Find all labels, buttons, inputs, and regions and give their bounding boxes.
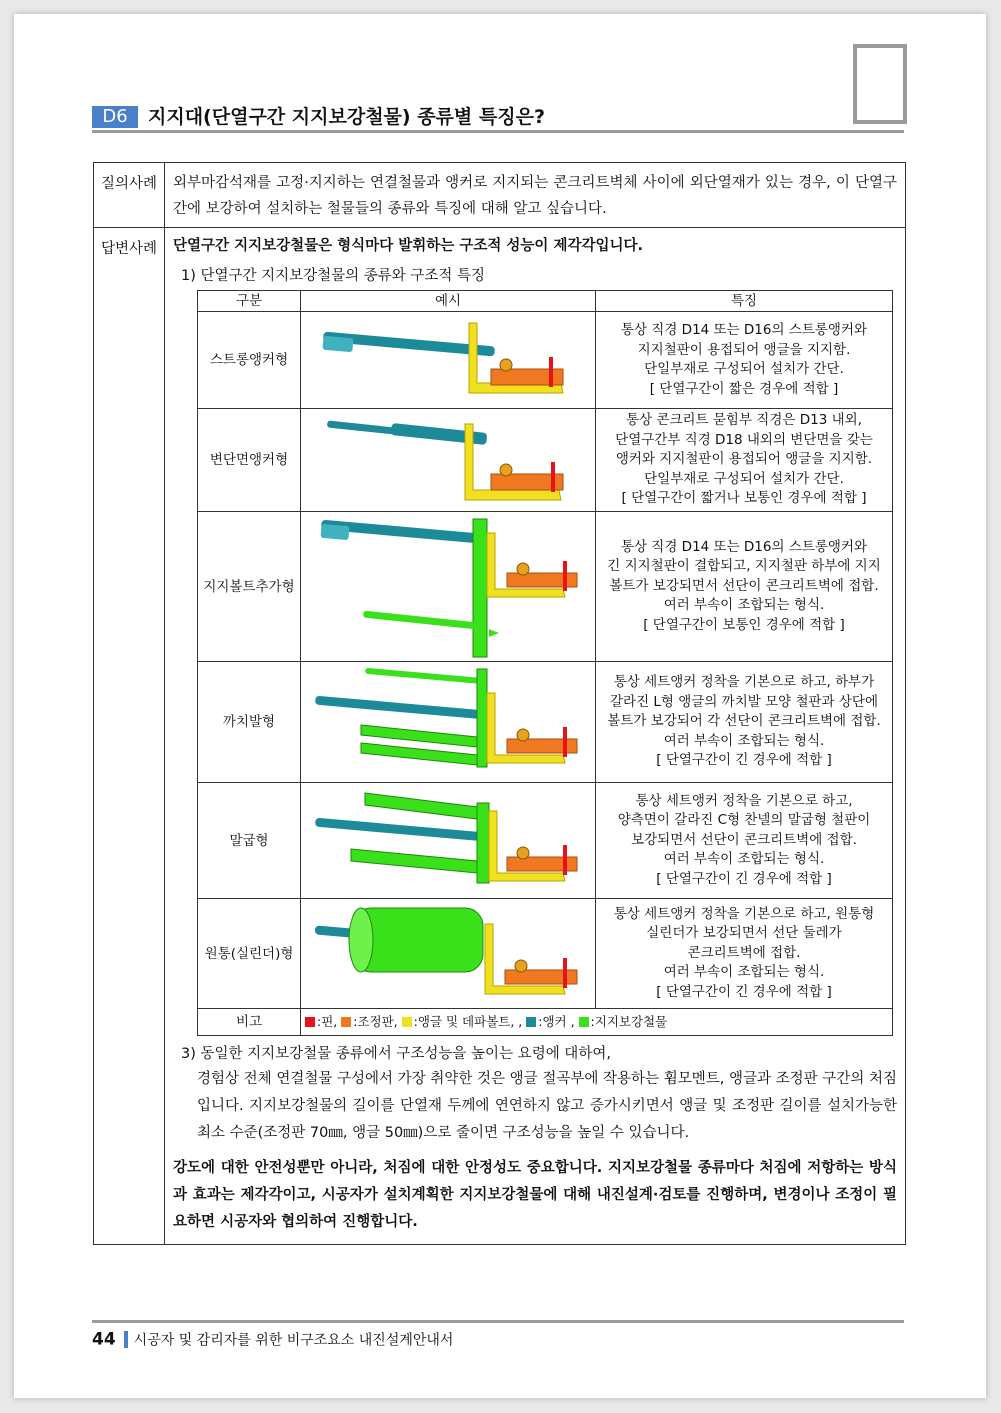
footer-text: 시공자 및 감리자를 위한 비구조요소 내진설계안내서 [133,1332,454,1349]
question-label: 질의사례 [94,163,165,228]
table-row [198,512,893,662]
variable-section-anchor-illustration [301,410,595,510]
table-row [198,662,893,783]
section1-title: 1) 단열구간 지지보강철물의 종류와 구조적 특징 [181,268,486,284]
feature-line: [ 단열구간이 보통인 경우에 적합 ] [643,616,845,633]
feature-line: 볼트가 보강되어 각 선단이 콘크리트벽에 접합. [607,713,881,730]
answer-label: 답변사례 [94,228,165,1245]
legend-row [198,1009,893,1036]
type-name: 지지볼트추가형 [198,512,301,662]
header-example: 예시 [301,291,596,312]
color-legend [301,1009,893,1036]
example-illustration [301,662,596,783]
type-name: 원통(실린더)형 [198,899,301,1009]
feature-line: 양측면이 갈라진 C형 찬넬의 말굽형 철판이 [617,812,871,829]
header-type: 구분 [198,291,301,312]
feature-line: 통상 세트앵커 정착을 기본으로 하고, [635,792,853,809]
question-row [94,163,906,228]
section3-title: 3) 동일한 지지보강철물 종류에서 구조성능을 높이는 요령에 대하여, [181,1046,611,1062]
angle-swatch [402,1017,412,1027]
types-table-header [198,291,893,312]
section-header [92,104,904,130]
legend-item [526,1014,574,1029]
bracket-type-illustration [301,663,595,781]
example-illustration [301,409,596,512]
header-rule [92,130,904,133]
feature-line: [ 단열구간이 긴 경우에 적합 ] [656,870,832,887]
legend-label: :앵커 , [538,1014,575,1029]
feature-line: 여러 부속이 조합되는 형식. [663,964,825,981]
qa-table [93,162,906,1245]
feature-line: 지지철판이 용접되어 앵글을 지지함. [637,341,851,358]
type-name: 변단면앵커형 [198,409,301,512]
answer-lead: 단열구간 지지보강철물은 형식마다 발휘하는 구조적 성능이 제각각입니다. [173,238,644,254]
feature-line: 콘크리트벽에 접합. [687,944,801,961]
type-name: 스트롱앵커형 [198,312,301,409]
legend-item [579,1014,668,1029]
feature-text [596,409,893,512]
page-title: 지지대(단열구간 지지보강철물) 종류별 특징은? [148,106,545,128]
type-name: 까치발형 [198,662,301,783]
types-table [197,290,893,1036]
legend-item [305,1014,337,1029]
table-row [198,409,893,512]
feature-text [596,662,893,783]
footer-accent-bar [124,1331,128,1348]
feature-line: 통상 직경 D14 또는 D16의 스트롱앵커와 [620,322,868,338]
support-swatch [579,1017,589,1027]
feature-line: 앵커와 지지철판이 용접되어 앵글을 지지함. [615,451,873,468]
section3 [173,1042,897,1147]
feature-line: 볼트가 보강되면서 선단이 콘크리트벽에 접합. [609,577,879,594]
feature-line: 통상 세트앵커 정착을 기본으로 하고, 원통형 [613,905,875,922]
page-number: 44 [92,1329,116,1350]
legend-label: :지지보강철물 [590,1014,668,1029]
feature-line: 긴 지지철판이 결합되고, 지지철판 하부에 지지 [607,558,881,575]
table-row [198,899,893,1009]
example-illustration [301,783,596,899]
type-name: 말굽형 [198,783,301,899]
legend-label: :앵글 및 데파볼트, , [413,1014,523,1029]
feature-line: 보강되면서 선단이 콘크리트벽에 접합. [631,831,857,848]
section-badge: D6 [92,106,138,128]
feature-line: [ 단열구간이 긴 경우에 적합 ] [656,752,832,769]
horseshoe-type-illustration [301,785,595,897]
feature-line: 갈라진 L형 앵글의 까치발 모양 철판과 상단에 [609,693,878,710]
feature-line: 단일부재로 구성되어 설치가 간단. [644,361,844,377]
footer-rule [92,1320,904,1323]
feature-line: 통상 세트앵커 정착을 기본으로 하고, 하부가 [613,674,875,691]
feature-line: 단일부재로 구성되어 설치가 간단. [644,470,844,487]
feature-text [596,312,893,409]
legend-label: :조정판, [353,1014,398,1029]
feature-line: 통상 직경 D14 또는 D16의 스트롱앵커와 [620,538,868,555]
table-row [198,783,893,899]
example-illustration [301,899,596,1009]
feature-line: 통상 콘크리트 묻힘부 직경은 D13 내외, [626,412,862,429]
example-illustration [301,312,596,409]
feature-line: 실린더가 보강되면서 선단 둘레가 [646,925,842,942]
legend-item [402,1014,523,1029]
question-text: 외부마감석재를 고정·지지하는 연결철물과 앵커로 지지되는 콘크리트벽체 사이에 외단열재가 있는 경우, 이 단열구간에 보강하여 설치하는 철물들의 종류와 특징에 대해 알고 싶습니다. [165,163,906,228]
feature-text [596,899,893,1009]
feature-text [596,512,893,662]
answer-row [94,228,906,1245]
support-bolt-illustration [301,513,595,661]
table-row [198,312,893,409]
answer-body [165,228,906,1245]
cylinder-type-illustration [301,900,595,1008]
note-label: 비고 [198,1009,301,1036]
feature-line: 단열구간부 직경 D18 내외의 변단면을 갖는 [615,431,873,448]
feature-line: [ 단열구간이 짧거나 보통인 경우에 적합 ] [621,490,867,507]
feature-text [596,783,893,899]
feature-line: [ 단열구간이 짧은 경우에 적합 ] [649,380,839,397]
strong-anchor-illustration [301,313,595,408]
example-illustration [301,512,596,662]
section3-body: 경험상 전체 연결철물 구성에서 가장 취약한 것은 앵글 절곡부에 작용하는 휨모멘트, 앵글과 조정판 구간의 처짐입니다. 지지보강철물의 길이를 단열재 두께에 연연하지 않고 증가시키면서 앵글 및 조정판 길이를 설치가능한 최소 수준(조정판 70㎜, 앵글 50㎜)으로 줄이면 구조성능을 높일 수 있습니다. [197,1071,897,1141]
plate-swatch [341,1017,351,1027]
anchor-swatch [526,1017,536,1027]
feature-line: 여러 부속이 조합되는 형식. [663,597,825,614]
legend-item [341,1014,397,1029]
header-feature: 특징 [596,291,893,312]
legend-label: :핀, [317,1014,338,1029]
feature-line: [ 단열구간이 긴 경우에 적합 ] [656,983,832,1000]
pin-swatch [305,1017,315,1027]
feature-line: 여러 부속이 조합되는 형식. [663,851,825,868]
feature-line: 여러 부속이 조합되는 형식. [663,732,825,749]
conclusion: 강도에 대한 안전성뿐만 아니라, 처짐에 대한 안정성도 중요합니다. 지지보강철물 종류마다 처짐에 저항하는 방식과 효과는 제각각이고, 시공자가 설치계획한 지지보강철물에 대해 내진설계·검토를 진행하며, 변경이나 조정이 필요하면 시공자와 협의하여 진행합니다. [173,1160,897,1230]
footer [92,1329,453,1351]
